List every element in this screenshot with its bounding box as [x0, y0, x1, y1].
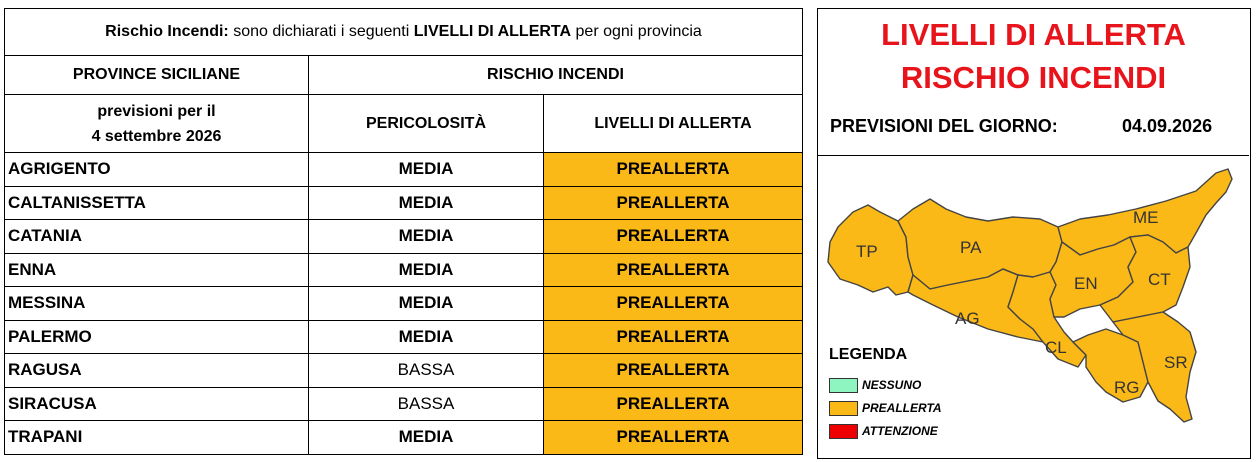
livello-cell: PREALLERTA: [544, 354, 803, 388]
pericolosita-cell: MEDIA: [309, 186, 544, 220]
table-row: [5, 287, 803, 321]
province-cell: RAGUSA: [5, 354, 309, 388]
map-label-en: EN: [1074, 274, 1098, 293]
table-row: [5, 253, 803, 287]
table-row: [5, 220, 803, 254]
pericolosita-cell: MEDIA: [309, 421, 544, 455]
pericolosita-cell: MEDIA: [309, 287, 544, 321]
legend-label: ATTENZIONE: [862, 424, 938, 438]
map-label-sr: SR: [1164, 353, 1188, 372]
legend-swatch: [829, 401, 858, 416]
subheader-row: [5, 95, 803, 153]
legend-title: LEGENDA: [829, 346, 908, 363]
province-cell: SIRACUSA: [5, 387, 309, 421]
livello-cell: PREALLERTA: [544, 421, 803, 455]
province-cell: CALTANISSETTA: [5, 186, 309, 220]
livello-cell: PREALLERTA: [544, 253, 803, 287]
livello-cell: PREALLERTA: [544, 220, 803, 254]
alert-table-panel: [4, 8, 802, 459]
province-cell: PALERMO: [5, 320, 309, 354]
legend-swatch: [829, 378, 858, 393]
legend-item-nessuno: [829, 375, 942, 395]
livello-cell: PREALLERTA: [544, 320, 803, 354]
pericolosita-cell: MEDIA: [309, 220, 544, 254]
map-label-pa: PA: [960, 238, 982, 257]
table-row: [5, 153, 803, 187]
legend-item-preallerta: [829, 398, 942, 418]
livello-cell: PREALLERTA: [544, 387, 803, 421]
legend-swatch: [829, 424, 858, 439]
table-row: [5, 354, 803, 388]
map-label-ct: CT: [1148, 270, 1171, 289]
pericolosita-cell: MEDIA: [309, 320, 544, 354]
col-rischio-header: RISCHIO INCENDI: [309, 56, 803, 95]
panel-title-line1: LIVELLI DI ALLERTA: [881, 17, 1186, 52]
forecast-date: 04.09.2026: [1122, 116, 1213, 136]
map-label-me: ME: [1133, 208, 1159, 227]
livello-cell: PREALLERTA: [544, 153, 803, 187]
province-cell: ENNA: [5, 253, 309, 287]
pericolosita-cell: MEDIA: [309, 253, 544, 287]
livello-cell: PREALLERTA: [544, 287, 803, 321]
panel-title-line2: RISCHIO INCENDI: [900, 60, 1167, 95]
map-label-ag: AG: [955, 309, 980, 328]
pericolosita-cell: BASSA: [309, 387, 544, 421]
col-livelli-header: LIVELLI DI ALLERTA: [544, 95, 803, 153]
legend: [829, 346, 942, 444]
pericolosita-cell: BASSA: [309, 354, 544, 388]
livello-cell: PREALLERTA: [544, 186, 803, 220]
header-row: [5, 56, 803, 95]
map-label-rg: RG: [1114, 378, 1140, 397]
table-row: [5, 186, 803, 220]
intro-row: [5, 9, 803, 56]
col-province-header: PROVINCE SICILIANE: [5, 56, 309, 95]
province-cell: MESSINA: [5, 287, 309, 321]
legend-label: PREALLERTA: [862, 401, 942, 415]
legend-item-attenzione: [829, 421, 942, 441]
forecast-date-header: previsioni per il 4 settembre 2026: [5, 95, 309, 153]
table-row: [5, 421, 803, 455]
table-row: [5, 320, 803, 354]
map-label-cl: CL: [1045, 338, 1067, 357]
province-cell: CATANIA: [5, 220, 309, 254]
forecast-label: PREVISIONI DEL GIORNO:: [830, 116, 1058, 136]
intro-text: Rischio Incendi: sono dichiarati i seguenti LIVELLI DI ALLERTA per ogni provincia: [5, 9, 803, 56]
col-pericolosita-header: PERICOLOSITÀ: [309, 95, 544, 153]
province-cell: TRAPANI: [5, 421, 309, 455]
map-label-tp: TP: [856, 242, 878, 261]
panel-header: [818, 9, 1249, 156]
alert-map-panel: [817, 8, 1251, 459]
province-cell: AGRIGENTO: [5, 153, 309, 187]
alert-table: [4, 8, 803, 455]
pericolosita-cell: MEDIA: [309, 153, 544, 187]
table-row: [5, 387, 803, 421]
legend-label: NESSUNO: [862, 378, 922, 392]
